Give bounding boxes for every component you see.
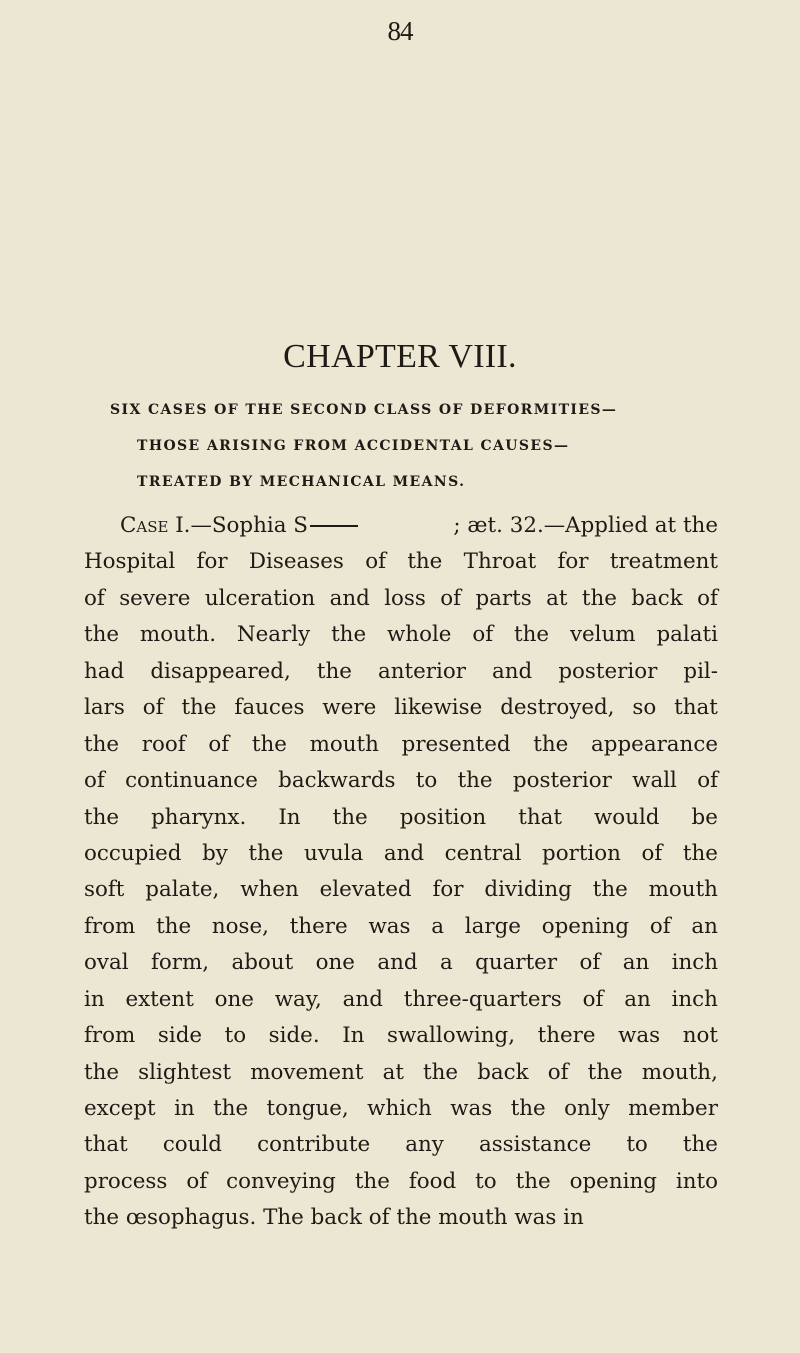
word: the (587, 1059, 623, 1085)
word: the (423, 1059, 459, 1085)
word: occupied (84, 840, 182, 866)
word: of (472, 622, 494, 648)
word: appearance (591, 731, 718, 757)
body-line (84, 581, 718, 617)
case-body-text (84, 508, 718, 1237)
word: back (477, 1059, 529, 1085)
word: mouth. (139, 622, 217, 648)
word: only (564, 1096, 610, 1121)
word: not (682, 1023, 718, 1049)
word: member (628, 1096, 718, 1121)
word: Hospital (84, 549, 176, 575)
word: of (365, 549, 386, 575)
word: could (162, 1132, 222, 1158)
word: swallowing, (387, 1023, 516, 1049)
word: of (208, 731, 230, 757)
word: were (322, 695, 377, 721)
word: pil- (683, 658, 718, 684)
word: mouth, (641, 1059, 718, 1085)
body-line (84, 800, 718, 836)
word: of (697, 768, 718, 794)
word: conveying (226, 1168, 336, 1194)
body-line (84, 617, 718, 653)
word: likewise (394, 695, 483, 721)
word: lars (84, 695, 125, 721)
word: the (514, 622, 550, 648)
word: of (649, 913, 671, 939)
body-line (84, 945, 718, 981)
word: except (84, 1096, 156, 1121)
word: from (84, 1023, 136, 1049)
patient-name: —Sophia S (190, 513, 308, 538)
word: back (631, 585, 683, 611)
word: portion (542, 840, 621, 866)
word: quarter (475, 950, 558, 976)
body-line (84, 763, 718, 799)
word: movement (250, 1059, 364, 1085)
word: inch (671, 950, 718, 976)
word: side (157, 1023, 203, 1049)
word: an (622, 950, 650, 976)
word: the (84, 731, 120, 757)
chapter-subtitle-line-3: TREATED BY MECHANICAL MEANS. (137, 474, 466, 490)
word: side. (268, 1023, 320, 1049)
word: be (691, 804, 718, 830)
word: of (142, 695, 164, 721)
word: that (84, 1132, 128, 1158)
chapter-subtitle-line-1: SIX CASES OF THE SECOND CLASS OF DEFORMITIES— (110, 402, 618, 418)
word: In (278, 804, 301, 830)
word: three-quarters (403, 986, 562, 1012)
word: of (697, 585, 718, 611)
word: Nearly (236, 622, 311, 648)
body-line (84, 654, 718, 690)
word: extent (125, 986, 194, 1012)
word: position (399, 804, 487, 830)
word: to (224, 1023, 247, 1049)
word: a (439, 950, 453, 976)
word: for (557, 549, 589, 575)
word: was (450, 1096, 493, 1121)
word: for (432, 877, 464, 903)
word: velum (569, 622, 636, 648)
word: and (329, 585, 370, 611)
word: the (581, 585, 617, 611)
word: the (592, 877, 628, 903)
word: would (594, 804, 660, 830)
body-line (84, 544, 718, 580)
page-number: 84 (387, 16, 413, 46)
word: opening (569, 1168, 657, 1194)
word: slightest (138, 1059, 232, 1085)
word: one (315, 950, 355, 976)
body-line (84, 1127, 718, 1163)
word: there (537, 1023, 596, 1049)
word: ulceration (204, 585, 316, 611)
case-details: ; æt. 32.—Applied at the (453, 513, 718, 538)
word: Throat (463, 549, 537, 575)
word: uvula (304, 840, 364, 866)
word: and (492, 658, 533, 684)
word: into (675, 1168, 718, 1194)
word: in (174, 1096, 195, 1121)
word: to (475, 1168, 497, 1194)
word: disappeared, (150, 658, 291, 684)
word: which (367, 1096, 432, 1121)
word: that (518, 804, 562, 830)
case-heading (120, 508, 366, 544)
word: the (533, 731, 569, 757)
word: parts (475, 585, 532, 611)
body-line (84, 872, 718, 908)
word: to (626, 1132, 648, 1158)
word: had (84, 658, 125, 684)
word: whole (387, 622, 452, 648)
word: the (331, 622, 367, 648)
word: and (342, 986, 383, 1012)
word: way, (274, 986, 322, 1012)
word: destroyed, (500, 695, 615, 721)
word: the (354, 1168, 390, 1194)
word: opening (541, 913, 630, 939)
word: Diseases (248, 549, 344, 575)
word: the (510, 1096, 546, 1121)
word: the (156, 913, 192, 939)
word: severe (119, 585, 191, 611)
word: the (251, 731, 287, 757)
word: elevated (319, 877, 412, 903)
body-line (84, 836, 718, 872)
word: to (415, 768, 438, 794)
body-line (84, 1055, 718, 1091)
word: of (186, 1168, 208, 1194)
chapter-title: CHAPTER VIII. (283, 338, 517, 375)
word: anterior (377, 658, 466, 684)
word: large (464, 913, 521, 939)
word: by (202, 840, 228, 866)
word: at (546, 585, 568, 611)
word: an (624, 986, 651, 1012)
word: dividing (484, 877, 572, 903)
word: central (444, 840, 522, 866)
word: and (377, 950, 418, 976)
word: when (240, 877, 299, 903)
word: wall (632, 768, 677, 794)
word: from (84, 913, 136, 939)
word: fauces (234, 695, 305, 721)
word: the (332, 804, 368, 830)
word: presented (401, 731, 511, 757)
word: backwards (278, 768, 396, 794)
body-line (84, 690, 718, 726)
word: the (213, 1096, 249, 1121)
word: the (84, 804, 120, 830)
word: of (547, 1059, 569, 1085)
word: the (84, 1059, 120, 1085)
case-label: Case I. (120, 513, 191, 538)
word: contribute (257, 1132, 371, 1158)
word: of (641, 840, 663, 866)
word: about (231, 950, 294, 976)
chapter-subtitle-line-2: THOSE ARISING FROM ACCIDENTAL CAUSES— (137, 438, 570, 454)
word: for (196, 549, 228, 575)
word: pharynx. (151, 804, 247, 830)
word: was (368, 913, 411, 939)
word: and (383, 840, 425, 866)
word: the (515, 1168, 551, 1194)
word: mouth (648, 877, 718, 903)
word: form, (150, 950, 210, 976)
word: any (405, 1132, 444, 1158)
word: a (431, 913, 445, 939)
word: of (84, 585, 105, 611)
word: the (407, 549, 443, 575)
body-line-first (84, 508, 718, 544)
word: of (579, 950, 601, 976)
word: posterior (512, 768, 612, 794)
word: posterior (558, 658, 658, 684)
word: an (691, 913, 718, 939)
word: the (248, 840, 284, 866)
word: the (181, 695, 217, 721)
word: palati (656, 622, 718, 648)
word: the (84, 622, 120, 648)
word: in (84, 986, 105, 1012)
word: In (342, 1023, 365, 1049)
word: the (682, 1132, 718, 1158)
word: tongue, (266, 1096, 349, 1121)
body-line (84, 1091, 718, 1127)
word: inch (671, 986, 718, 1012)
word: the (457, 768, 493, 794)
word: of (440, 585, 462, 611)
word: oval (84, 950, 129, 976)
word: one (214, 986, 254, 1012)
word: was (618, 1023, 661, 1049)
word: continuance (125, 768, 258, 794)
body-line (84, 1018, 718, 1054)
word: palate, (145, 877, 220, 903)
word: at (382, 1059, 404, 1085)
word: process (84, 1168, 168, 1194)
word: there (289, 913, 348, 939)
word: treatment (609, 549, 718, 575)
word: food (408, 1168, 457, 1194)
word: assistance (478, 1132, 592, 1158)
body-line (84, 982, 718, 1018)
word: of (582, 986, 604, 1012)
word: soft (84, 877, 125, 903)
body-line (84, 909, 718, 945)
word: mouth (309, 731, 379, 757)
word: of (84, 768, 105, 794)
word: roof (141, 731, 186, 757)
body-line-last: the œsophagus. The back of the mouth was in (84, 1205, 584, 1231)
word: the (682, 840, 718, 866)
name-elision-dash (310, 525, 358, 527)
word: so (632, 695, 657, 721)
body-line (84, 727, 718, 763)
word: nose, (211, 913, 269, 939)
word: the (316, 658, 352, 684)
word: loss (384, 585, 426, 611)
word: that (674, 695, 718, 721)
body-line (84, 1164, 718, 1200)
